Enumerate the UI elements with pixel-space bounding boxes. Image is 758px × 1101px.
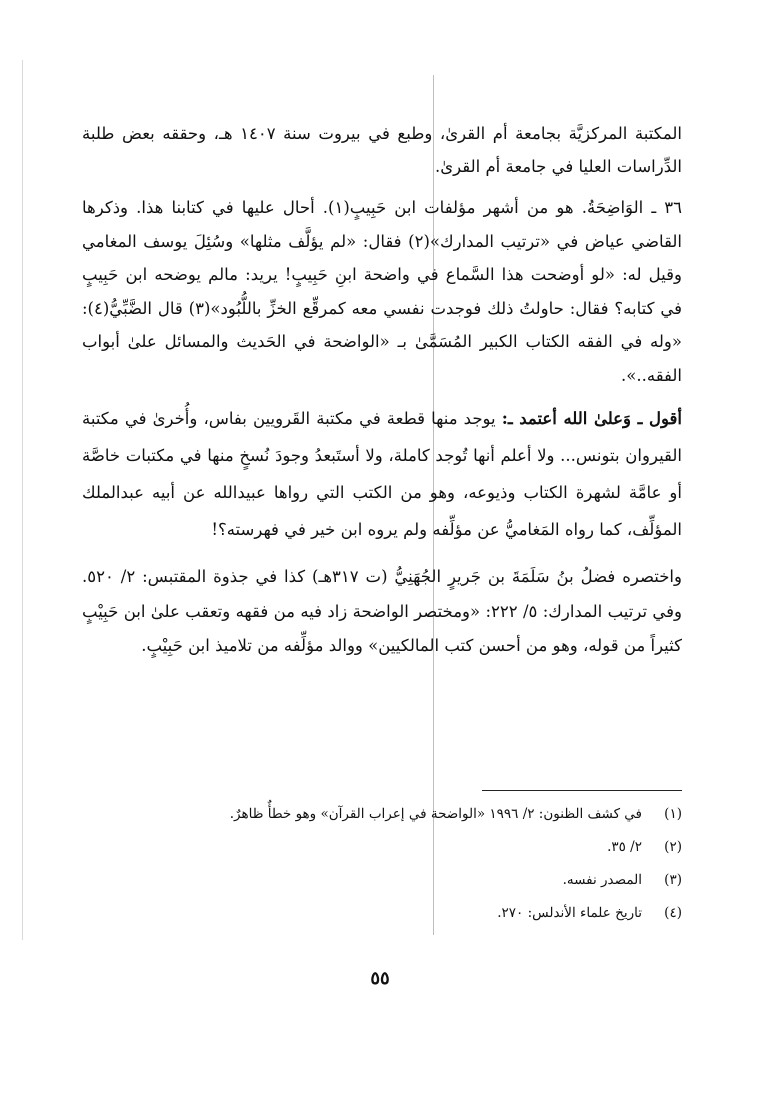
paragraph-text: واختصره فضلُ بنُ سَلَمَةَ بن جَريرٍ الجُهَنِيُّ (ت ٣١٧هـ) كذا في جذوة المقتبس: ٢/ ٥٢٠. وفي ترتيب المدارك: ٥/ ٢٢٢: «ومختصر الواضحة زاد فيه من فقهه وتعقب علىٰ ابن حَبِيْبٍ كثيراً من قوله، وهو من أحسن كتب المالكيين» ووالد مؤلِّفه من تلاميذ ابن حَبِيْبٍ.	[82, 567, 682, 655]
entry-heading: ٣٦ ـ الوَاضِحَةُ.	[581, 198, 683, 217]
footnote-divider	[482, 790, 682, 791]
footnote-text: في كشف الظنون: ٢/ ١٩٩٦ «الواضحة في إعراب القرآن» وهو خطأٌ ظاهرٌ.	[229, 806, 642, 822]
paragraph-text: يوجد منها قطعة في مكتبة القَرويين بفاس، وأُخرىٰ في مكتبة القيروان بتونس... ولا أعلم أنها تُوجد كاملة، ولا أستَبعدُ وجودَ نُسخٍ منها في مكتبات خاصَّة أو عامَّة لشهرة الكتاب وذيوعه، وهو من الكتب التي رواها عبيدالله عن أبيه عبدالملك المؤلِّف، كما رواه المَغاميُّ عن مؤلِّفه ولم يروه ابن خير في فهرسته؟!	[82, 409, 682, 539]
footnote	[82, 864, 682, 897]
footnote-text: ٢/ ٣٥.	[607, 839, 642, 855]
footnote-text: المصدر نفسه.	[562, 872, 642, 888]
footnote-number: (٢)	[664, 839, 682, 855]
footnote-number: (١)	[664, 806, 682, 822]
footnote-number: (٣)	[664, 872, 682, 888]
paragraph-text: هو من أشهر مؤلفات ابن حَبِيبٍ(١). أحال عليها في كتابنا هذا. وذكرها القاضي عياض في «ترتيب المدارك»(٢) فقال: «لم يؤلَّف مثلها» وسُئِلَ يوسف المغامي وقيل له: «لو أوضحت هذا السَّماع في واضحة ابنِ حَبِيبٍ! يريد: مالم يوضحه ابن حَبِيبٍ في كتابه؟ فقال: حاولتُ ذلك فوجدت نفسي معه كمرقِّع الخزِّ باللُّبُود»(٣) قال الضَّبِّيُّ(٤): «وله في الفقه الكتاب الكبير المُسَمَّىٰ بـ «الواضحة في الحَديث والمسائل علىٰ أبواب الفقه..».	[82, 198, 682, 385]
footnote	[82, 897, 682, 930]
footnote-number: (٤)	[664, 905, 682, 921]
paragraph-lead: أقول ـ وَعلىٰ الله أعتمد ـ:	[501, 409, 682, 428]
footnote	[82, 798, 682, 831]
page-number: ٥٥	[370, 968, 390, 989]
footnote-text: تاريخ علماء الأندلس: ٢٧٠.	[497, 905, 642, 921]
paragraph-text: المكتبة المركزيَّة بجامعة أم القرىٰ، وطبع في بيروت سنة ١٤٠٧ هـ، وحققه بعض طلبة الدِّراسات العليا في جامعة أم القرىٰ.	[82, 124, 682, 176]
paragraph	[82, 400, 682, 548]
scan-margin-line	[22, 60, 23, 940]
paragraph	[82, 117, 682, 183]
paragraph	[82, 560, 682, 664]
body-text	[82, 117, 682, 664]
paragraph	[82, 191, 682, 392]
footnotes	[82, 798, 682, 930]
footnote	[82, 831, 682, 864]
